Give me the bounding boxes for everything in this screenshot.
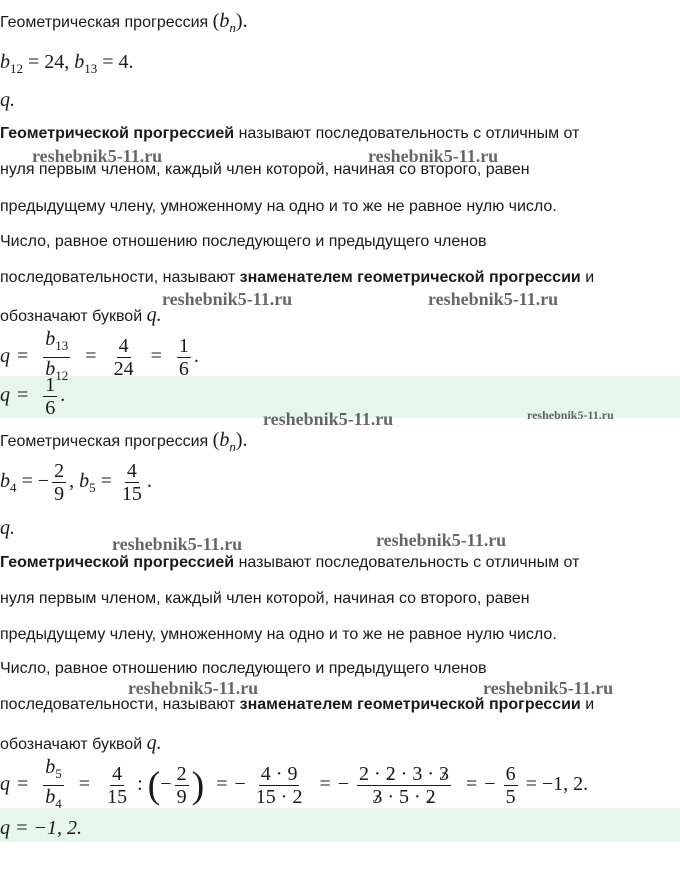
fraction-b13-b12: $\frac{b_{13}}{b_{12}}$ [45,328,69,383]
watermark: reshebnik5-11.ru [162,289,293,309]
task1-answer: q = $\frac{1}{6}$ . [0,374,66,419]
task1-find: q. [0,89,15,111]
watermark: reshebnik5-11.ru [527,408,614,422]
task2-definition-line3: предыдущему члену, умноженному на одно и то же не равное нулю число. [0,626,557,643]
task1-ratio-line3: обозначают буквой q. [0,304,162,326]
watermark: reshebnik5-11.ru [112,534,243,554]
watermark: reshebnik5-11.ru [483,678,614,698]
task2-ratio-line1: Число, равное отношению последующего и предыдущего членов [0,660,487,677]
watermark: reshebnik5-11.ru [128,678,259,698]
task2-answer: q = −1, 2. [0,817,82,839]
task2-ratio-line3: обозначают буквой q. [0,732,162,754]
fraction-1-6: $\frac{1}{6}$ [178,335,189,380]
task1-definition-line3: предыдущему члену, умноженному на одно и то же не равное нулю число. [0,198,557,215]
watermark: reshebnik5-11.ru [263,409,394,429]
fraction-b5-b4: $\frac{b_5}{b_4}$ [45,756,62,811]
task1-heading: Геометрическая прогрессия $(b_n)$. [0,10,248,35]
watermark: reshebnik5-11.ru [376,530,507,550]
watermark: reshebnik5-11.ru [32,146,163,166]
task2-given: $b_4$ = − $\frac{2}{9}$ , $b_5$ = $\frac{4}{15}$ . [0,460,152,505]
task1-ratio-line1: Число, равное отношению последующего и предыдущего членов [0,233,487,250]
task1-definition-line1: Геометрической прогрессией называют последовательность с отличным от [0,125,580,142]
task1-given: $b_{12} = 24$, $b_{13} = 4$. [0,51,134,76]
watermark: reshebnik5-11.ru [368,146,499,166]
task2-definition-line2: нуля первым членом, каждый член которой, начиная со второго, равен [0,590,530,607]
watermark: reshebnik5-11.ru [428,289,559,309]
task2-heading: Геометрическая прогрессия $(b_n)$. [0,429,248,454]
task2-calculation: q = $\frac{b_5}{b_4}$ = $\frac{4}{15}$ : (− $\frac{2}{9}$ ) = − $\frac{4 \cdot 9}{15 \cdot 2}$ = − $\frac{2 \cdot 2 \cdot 3 \cdot 3}{3 \cdot 5 \cdot 2}$ = − $\frac{6}{5}$ = −1, 2. [0,756,588,815]
fraction-4-24: $\frac{4}{24}$ [113,335,134,380]
task2-definition-line1: Геометрической прогрессией называют последовательность с отличным от [0,554,580,571]
task2-ratio-line2: последовательности, называют знаменателем геометрической прогрессии и [0,696,595,713]
task1-calculation: q = $\frac{b_{13}}{b_{12}}$ = $\frac{4}{24}$ = $\frac{1}{6}$ . [0,328,199,387]
task1-ratio-line2: последовательности, называют знаменателем геометрической прогрессии и [0,269,595,286]
task2-find: q. [0,517,15,539]
cancelled-fraction: $\frac{2 \cdot 2 \cdot 3 \cdot 3}{3 \cdot 5 \cdot 2}$ [359,763,450,808]
answer-fraction: $\frac{1}{6}$ [45,374,56,419]
task1-definition-line2: нуля первым членом, каждый член которой, начиная со второго, равен [0,161,530,178]
